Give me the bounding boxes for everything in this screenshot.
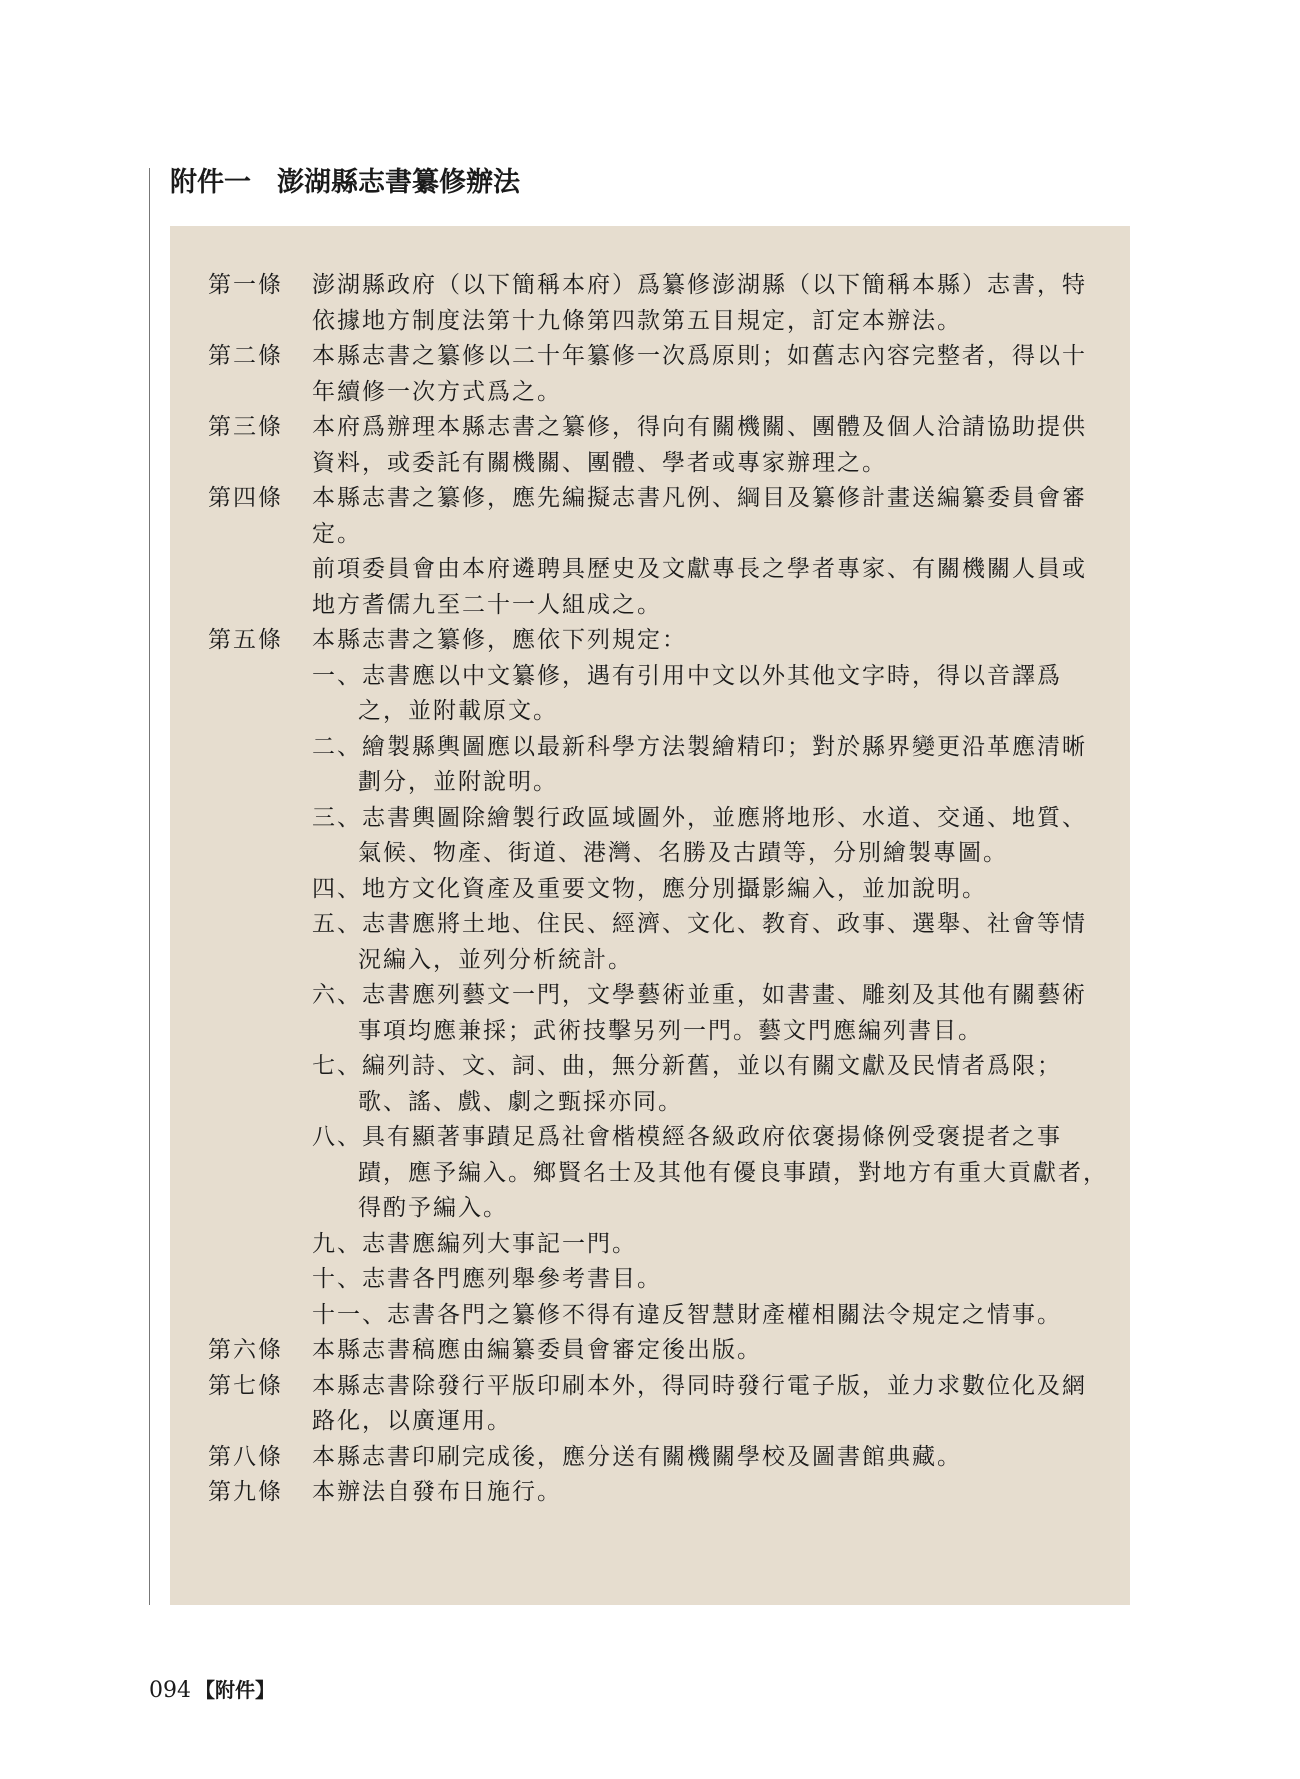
article-sub-item: 七、編列詩、文、詞、曲，無分新舊，並以有關文獻及民情者爲限；歌、謠、戲、劇之甄採亦同。 bbox=[312, 1053, 1062, 1115]
article-label: 第九條 bbox=[208, 1479, 283, 1505]
article-3 bbox=[208, 410, 1108, 481]
article-paragraph: 前項委員會由本府遴聘具歷史及文獻專長之學者專家、有關機關人員或地方耆儒九至二十一人組成之。 bbox=[312, 556, 1087, 618]
article-label: 第三條 bbox=[208, 414, 283, 440]
article-7 bbox=[208, 1369, 1108, 1440]
article-8 bbox=[208, 1440, 1108, 1476]
article-sub-item: 四、地方文化資產及重要文物，應分別攝影編入，並加說明。 bbox=[312, 875, 987, 902]
article-sub-item: 二、繪製縣輿圖應以最新科學方法製繪精印；對於縣界變更沿革應清晰劃分，並附說明。 bbox=[312, 733, 1087, 795]
article-sub-item: 五、志書應將土地、住民、經濟、文化、教育、政事、選舉、社會等情況編入，並列分析統計。 bbox=[312, 911, 1087, 973]
title-main: 澎湖縣志書纂修辦法 bbox=[277, 167, 520, 198]
article-4 bbox=[208, 481, 1108, 623]
section-tag: 【附件】 bbox=[195, 1678, 275, 1702]
article-label: 第五條 bbox=[208, 627, 283, 653]
article-sub-item: 三、志書輿圖除繪製行政區域圖外，並應將地形、水道、交通、地質、氣候、物產、街道、港灣、名勝及古蹟等，分別繪製專圖。 bbox=[312, 804, 1087, 866]
article-sub-item: 一、志書應以中文纂修，遇有引用中文以外其他文字時，得以音譯爲之，並附載原文。 bbox=[312, 662, 1062, 724]
article-label: 第一條 bbox=[208, 272, 283, 298]
article-label: 第四條 bbox=[208, 485, 283, 511]
article-paragraph: 本縣志書印刷完成後，應分送有關機關學校及圖書館典藏。 bbox=[312, 1443, 962, 1470]
article-paragraph: 本縣志書除發行平版印刷本外，得同時發行電子版，並力求數位化及網路化，以廣運用。 bbox=[312, 1372, 1087, 1434]
article-sub-item: 六、志書應列藝文一門，文學藝術並重，如書畫、雕刻及其他有關藝術事項均應兼採；武術技擊另列一門。藝文門應編列書目。 bbox=[312, 982, 1087, 1044]
margin-rule bbox=[149, 168, 150, 1605]
regulation-panel bbox=[170, 226, 1130, 1605]
article-label: 第八條 bbox=[208, 1443, 283, 1470]
page-title bbox=[170, 160, 520, 206]
page-number: 094 bbox=[149, 1678, 191, 1703]
article-sub-item: 九、志書應編列大事記一門。 bbox=[312, 1230, 637, 1257]
title-prefix: 附件一 bbox=[170, 167, 251, 198]
page-footer bbox=[149, 1675, 275, 1706]
article-label: 第六條 bbox=[208, 1337, 283, 1363]
article-sub-item: 十、志書各門應列舉參考書目。 bbox=[312, 1266, 662, 1292]
article-paragraph: 本縣志書稿應由編纂委員會審定後出版。 bbox=[312, 1337, 762, 1363]
article-5 bbox=[208, 623, 1108, 1333]
article-6 bbox=[208, 1333, 1108, 1369]
article-label: 第七條 bbox=[208, 1372, 283, 1399]
article-2 bbox=[208, 339, 1108, 410]
article-sub-item: 十一、志書各門之纂修不得有違反智慧財產權相關法令規定之情事。 bbox=[312, 1301, 1062, 1328]
article-paragraph: 本縣志書之纂修，應依下列規定： bbox=[312, 627, 687, 653]
article-paragraph: 本辦法自發布日施行。 bbox=[312, 1479, 562, 1505]
article-sub-item: 八、具有顯著事蹟足爲社會楷模經各級政府依褒揚條例受褒提者之事蹟，應予編入。鄉賢名士及其他有優良事蹟，對地方有重大貢獻者，得酌予編入。 bbox=[312, 1124, 1108, 1221]
article-list bbox=[208, 268, 1108, 1511]
article-label: 第二條 bbox=[208, 343, 283, 369]
article-paragraph: 澎湖縣政府（以下簡稱本府）爲纂修澎湖縣（以下簡稱本縣）志書，特依據地方制度法第十九條第四款第五目規定，訂定本辦法。 bbox=[312, 272, 1087, 334]
article-paragraph: 本縣志書之纂修以二十年纂修一次爲原則；如舊志內容完整者，得以十年續修一次方式爲之。 bbox=[312, 343, 1087, 405]
article-9 bbox=[208, 1475, 1108, 1511]
article-paragraph: 本府爲辦理本縣志書之纂修，得向有關機關、團體及個人洽請協助提供資料，或委託有關機關、團體、學者或專家辦理之。 bbox=[312, 414, 1087, 476]
article-1 bbox=[208, 268, 1108, 339]
article-paragraph: 本縣志書之纂修，應先編擬志書凡例、綱目及纂修計畫送編纂委員會審定。 bbox=[312, 485, 1087, 547]
